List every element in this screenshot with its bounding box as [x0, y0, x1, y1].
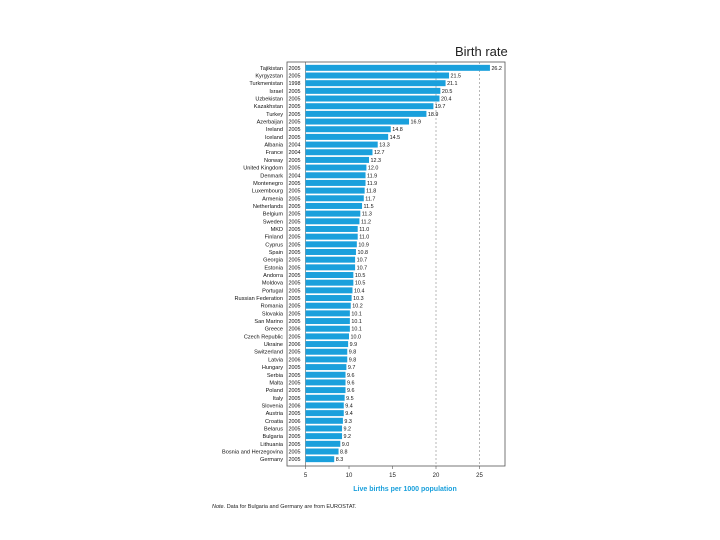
category-label: Estonia — [264, 265, 283, 272]
bar — [306, 80, 446, 86]
category-label: Lithuania — [260, 441, 283, 448]
category-label: Iceland — [264, 134, 283, 141]
category-label: Moldova — [261, 280, 283, 287]
year-label: 2005 — [288, 311, 301, 318]
value-label: 9.0 — [341, 441, 350, 448]
category-label: Malta — [269, 380, 283, 387]
bar — [306, 364, 347, 370]
year-label: 2005 — [288, 303, 301, 310]
year-label: 2005 — [288, 65, 301, 72]
bar — [306, 310, 350, 316]
category-label: Slovenia — [261, 403, 283, 410]
value-label: 26.2 — [491, 65, 502, 72]
category-label: Armenia — [262, 196, 283, 203]
category-label: Latvia — [268, 357, 283, 364]
year-label: 2005 — [288, 380, 301, 387]
note-text: Data for Bulgaria and Germany are from EUROSTAT. — [226, 504, 357, 510]
value-label: 12.7 — [373, 150, 385, 157]
year-label: 2005 — [288, 111, 301, 118]
year-label: 2006 — [288, 403, 301, 410]
category-label: Slovakia — [261, 311, 283, 318]
year-label: 2005 — [288, 242, 301, 249]
year-label: 2006 — [288, 342, 301, 349]
category-label: United Kingdom — [243, 165, 283, 172]
category-label: Turkey — [266, 111, 283, 118]
bar — [306, 126, 391, 132]
bar — [306, 172, 366, 178]
category-label: Uzbekistan — [255, 96, 283, 103]
category-label: Luxembourg — [251, 188, 283, 195]
bar — [306, 441, 341, 447]
year-label: 2005 — [288, 449, 301, 456]
bar — [306, 226, 358, 232]
year-label: 2005 — [288, 265, 301, 272]
bar — [306, 272, 354, 278]
value-label: 9.2 — [343, 434, 352, 441]
bar — [306, 326, 350, 332]
bar — [306, 241, 357, 247]
category-label: Turkmenistan — [249, 81, 283, 88]
x-tick-label: 10 — [345, 473, 353, 479]
value-label: 10.3 — [353, 296, 364, 303]
value-label: 11.0 — [359, 234, 370, 241]
category-label: Norway — [264, 157, 283, 164]
year-label: 2004 — [288, 142, 301, 149]
value-label: 10.1 — [351, 311, 362, 318]
bar — [306, 395, 345, 401]
year-label: 2005 — [288, 188, 301, 195]
category-label: Belarus — [264, 426, 283, 433]
year-label: 2005 — [288, 426, 301, 433]
value-label: 11.0 — [359, 226, 370, 233]
bar — [306, 280, 354, 286]
year-label: 2005 — [288, 134, 301, 141]
value-label: 12.0 — [367, 165, 379, 172]
value-label: 16.9 — [410, 119, 422, 126]
year-label: 2005 — [288, 288, 301, 295]
bar — [306, 88, 441, 94]
bar — [306, 249, 356, 255]
value-label: 13.3 — [379, 142, 390, 149]
bar — [306, 410, 344, 416]
bar — [306, 387, 346, 393]
year-label: 2005 — [288, 219, 301, 226]
value-label: 11.9 — [367, 173, 378, 180]
year-label: 2005 — [288, 165, 301, 172]
bar — [306, 333, 350, 339]
x-tick-label: 5 — [303, 473, 308, 479]
value-label: 9.8 — [348, 349, 357, 356]
value-label: 19.7 — [434, 104, 446, 111]
value-label: 18.9 — [427, 111, 439, 118]
bar — [306, 257, 356, 263]
bar — [306, 379, 346, 385]
note-prefix: Note. — [212, 504, 226, 510]
bar — [306, 433, 343, 439]
value-label: 9.9 — [349, 342, 358, 349]
bar — [306, 341, 349, 347]
x-tick-label: 20 — [432, 473, 440, 479]
category-label: Italy — [272, 395, 283, 402]
value-label: 8.8 — [340, 449, 348, 456]
category-label: Poland — [265, 388, 283, 395]
bar — [306, 448, 339, 454]
value-label: 11.5 — [363, 203, 374, 210]
category-label: Switzerland — [254, 349, 283, 356]
bar — [306, 111, 427, 117]
value-label: 9.6 — [347, 388, 355, 395]
year-label: 2005 — [288, 319, 301, 326]
category-label: Romania — [260, 303, 283, 310]
value-label: 10.5 — [354, 280, 366, 287]
year-label: 2004 — [288, 173, 301, 180]
bar — [306, 425, 343, 431]
x-tick-label: 15 — [389, 473, 396, 479]
value-label: 9.3 — [344, 418, 352, 425]
year-label: 2005 — [288, 96, 301, 103]
category-label: France — [265, 150, 283, 157]
footnote — [212, 504, 356, 510]
category-label: Cyprus — [265, 242, 283, 249]
value-label: 11.9 — [367, 180, 378, 187]
value-label: 9.8 — [348, 357, 357, 364]
bar — [306, 180, 366, 186]
year-label: 2005 — [288, 127, 301, 134]
category-label: Germany — [259, 457, 283, 464]
value-label: 10.4 — [353, 288, 365, 295]
bar — [306, 149, 373, 155]
bar — [306, 264, 356, 270]
value-label: 9.4 — [345, 403, 353, 410]
category-label: Bosnia and Herzegovina — [222, 449, 283, 456]
value-label: 10.0 — [350, 334, 361, 341]
bar — [306, 188, 365, 194]
bar — [306, 73, 450, 79]
year-label: 2006 — [288, 326, 301, 333]
x-axis-label: Live births per 1000 population — [353, 486, 457, 493]
year-label: 2005 — [288, 203, 301, 210]
bar — [306, 195, 364, 201]
category-label: Russian Federation — [234, 296, 283, 303]
year-label: 2005 — [288, 157, 301, 164]
bar — [306, 356, 348, 362]
category-label: Albania — [264, 142, 283, 149]
bar — [306, 203, 363, 209]
category-label: Finland — [264, 234, 283, 241]
bar — [306, 402, 344, 408]
category-label: Kazakhstan — [253, 104, 283, 111]
bar — [306, 96, 440, 102]
year-label: 2006 — [288, 418, 301, 425]
bar — [306, 456, 335, 462]
value-label: 10.7 — [356, 257, 368, 264]
category-label: San Marino — [254, 319, 283, 326]
bar — [306, 318, 350, 324]
value-label: 21.1 — [447, 81, 458, 88]
bar — [306, 418, 343, 424]
category-label: Andorra — [263, 273, 283, 280]
value-label: 11.2 — [360, 219, 372, 226]
category-label: Greece — [264, 326, 283, 333]
bar — [306, 142, 378, 148]
bar — [306, 211, 361, 217]
chart-title: Birth rate — [455, 44, 508, 59]
value-label: 21.5 — [450, 73, 462, 80]
year-label: 2005 — [288, 249, 301, 256]
category-label: Spain — [268, 249, 283, 256]
bar — [306, 372, 346, 378]
year-label: 2005 — [288, 388, 301, 395]
year-label: 2005 — [288, 73, 301, 80]
year-label: 2005 — [288, 196, 301, 203]
year-label: 2006 — [288, 357, 301, 364]
value-label: 11.7 — [365, 196, 376, 203]
value-label: 10.1 — [351, 319, 362, 326]
year-label: 2005 — [288, 88, 301, 95]
value-label: 10.1 — [351, 326, 362, 333]
category-label: Netherlands — [252, 203, 283, 210]
bar — [306, 103, 434, 109]
value-label: 8.3 — [335, 457, 344, 464]
year-label: 2005 — [288, 234, 301, 241]
value-label: 9.7 — [347, 365, 356, 372]
bar — [306, 157, 370, 163]
category-label: Serbia — [266, 372, 283, 379]
year-label: 2005 — [288, 273, 301, 280]
value-label: 11.3 — [361, 211, 372, 218]
bar — [306, 295, 352, 301]
bar — [306, 119, 410, 125]
year-label: 2005 — [288, 441, 301, 448]
category-label: Croatia — [264, 418, 283, 425]
category-label: Azerbaijan — [256, 119, 283, 126]
value-label: 14.8 — [392, 127, 403, 134]
category-label: Belgium — [262, 211, 283, 218]
year-label: 2004 — [288, 150, 301, 157]
year-label: 2005 — [288, 257, 301, 264]
category-label: Ireland — [265, 127, 283, 134]
category-label: Ukraine — [263, 342, 283, 349]
category-label: Denmark — [260, 173, 283, 180]
x-tick-label: 25 — [476, 473, 483, 479]
category-label: Montenegro — [253, 180, 283, 187]
bar — [306, 349, 348, 355]
year-label: 2005 — [288, 334, 301, 341]
year-label: 2005 — [288, 280, 301, 287]
bar — [306, 165, 367, 171]
value-label: 14.5 — [389, 134, 401, 141]
bar — [306, 134, 389, 140]
value-label: 12.3 — [370, 157, 382, 164]
year-label: 2005 — [288, 119, 301, 126]
year-label: 2005 — [288, 180, 301, 187]
value-label: 11.8 — [366, 188, 377, 195]
value-label: 10.9 — [358, 242, 369, 249]
value-label: 9.4 — [345, 411, 353, 418]
bar — [306, 303, 351, 309]
value-label: 20.4 — [440, 96, 452, 103]
category-label: Portugal — [262, 288, 283, 295]
bar — [306, 218, 360, 224]
bar — [306, 287, 353, 293]
category-label: Austria — [265, 411, 283, 418]
category-label: Hungary — [261, 365, 283, 372]
year-label: 2005 — [288, 211, 301, 218]
year-label: 2005 — [288, 434, 301, 441]
value-label: 10.7 — [356, 265, 368, 272]
value-label: 9.5 — [346, 395, 354, 402]
year-label: 2005 — [288, 365, 301, 372]
year-label: 2005 — [288, 104, 301, 111]
year-label: 2005 — [288, 411, 301, 418]
value-label: 9.2 — [343, 426, 352, 433]
bar — [306, 65, 490, 71]
category-label: Kyrgyzstan — [255, 73, 283, 80]
value-label: 10.5 — [354, 273, 366, 280]
value-label: 10.8 — [357, 249, 368, 256]
category-label: MKD — [270, 226, 283, 233]
value-label: 10.2 — [352, 303, 363, 310]
category-label: Bulgaria — [262, 434, 283, 441]
category-label: Georgia — [263, 257, 283, 264]
bar — [306, 234, 358, 240]
year-label: 2005 — [288, 226, 301, 233]
value-label: 20.5 — [441, 88, 453, 95]
value-label: 9.6 — [347, 372, 355, 379]
value-label: 9.6 — [347, 380, 355, 387]
year-label: 2005 — [288, 349, 301, 356]
category-label: Sweden — [262, 219, 283, 226]
category-label: Czech Republic — [243, 334, 283, 341]
year-label: 2005 — [288, 372, 301, 379]
year-label: 2005 — [288, 296, 301, 303]
category-label: Tajikistan — [259, 65, 283, 72]
year-label: 1998 — [288, 81, 301, 88]
year-label: 2005 — [288, 395, 301, 402]
category-label: Israel — [269, 88, 283, 95]
year-label: 2005 — [288, 457, 301, 464]
